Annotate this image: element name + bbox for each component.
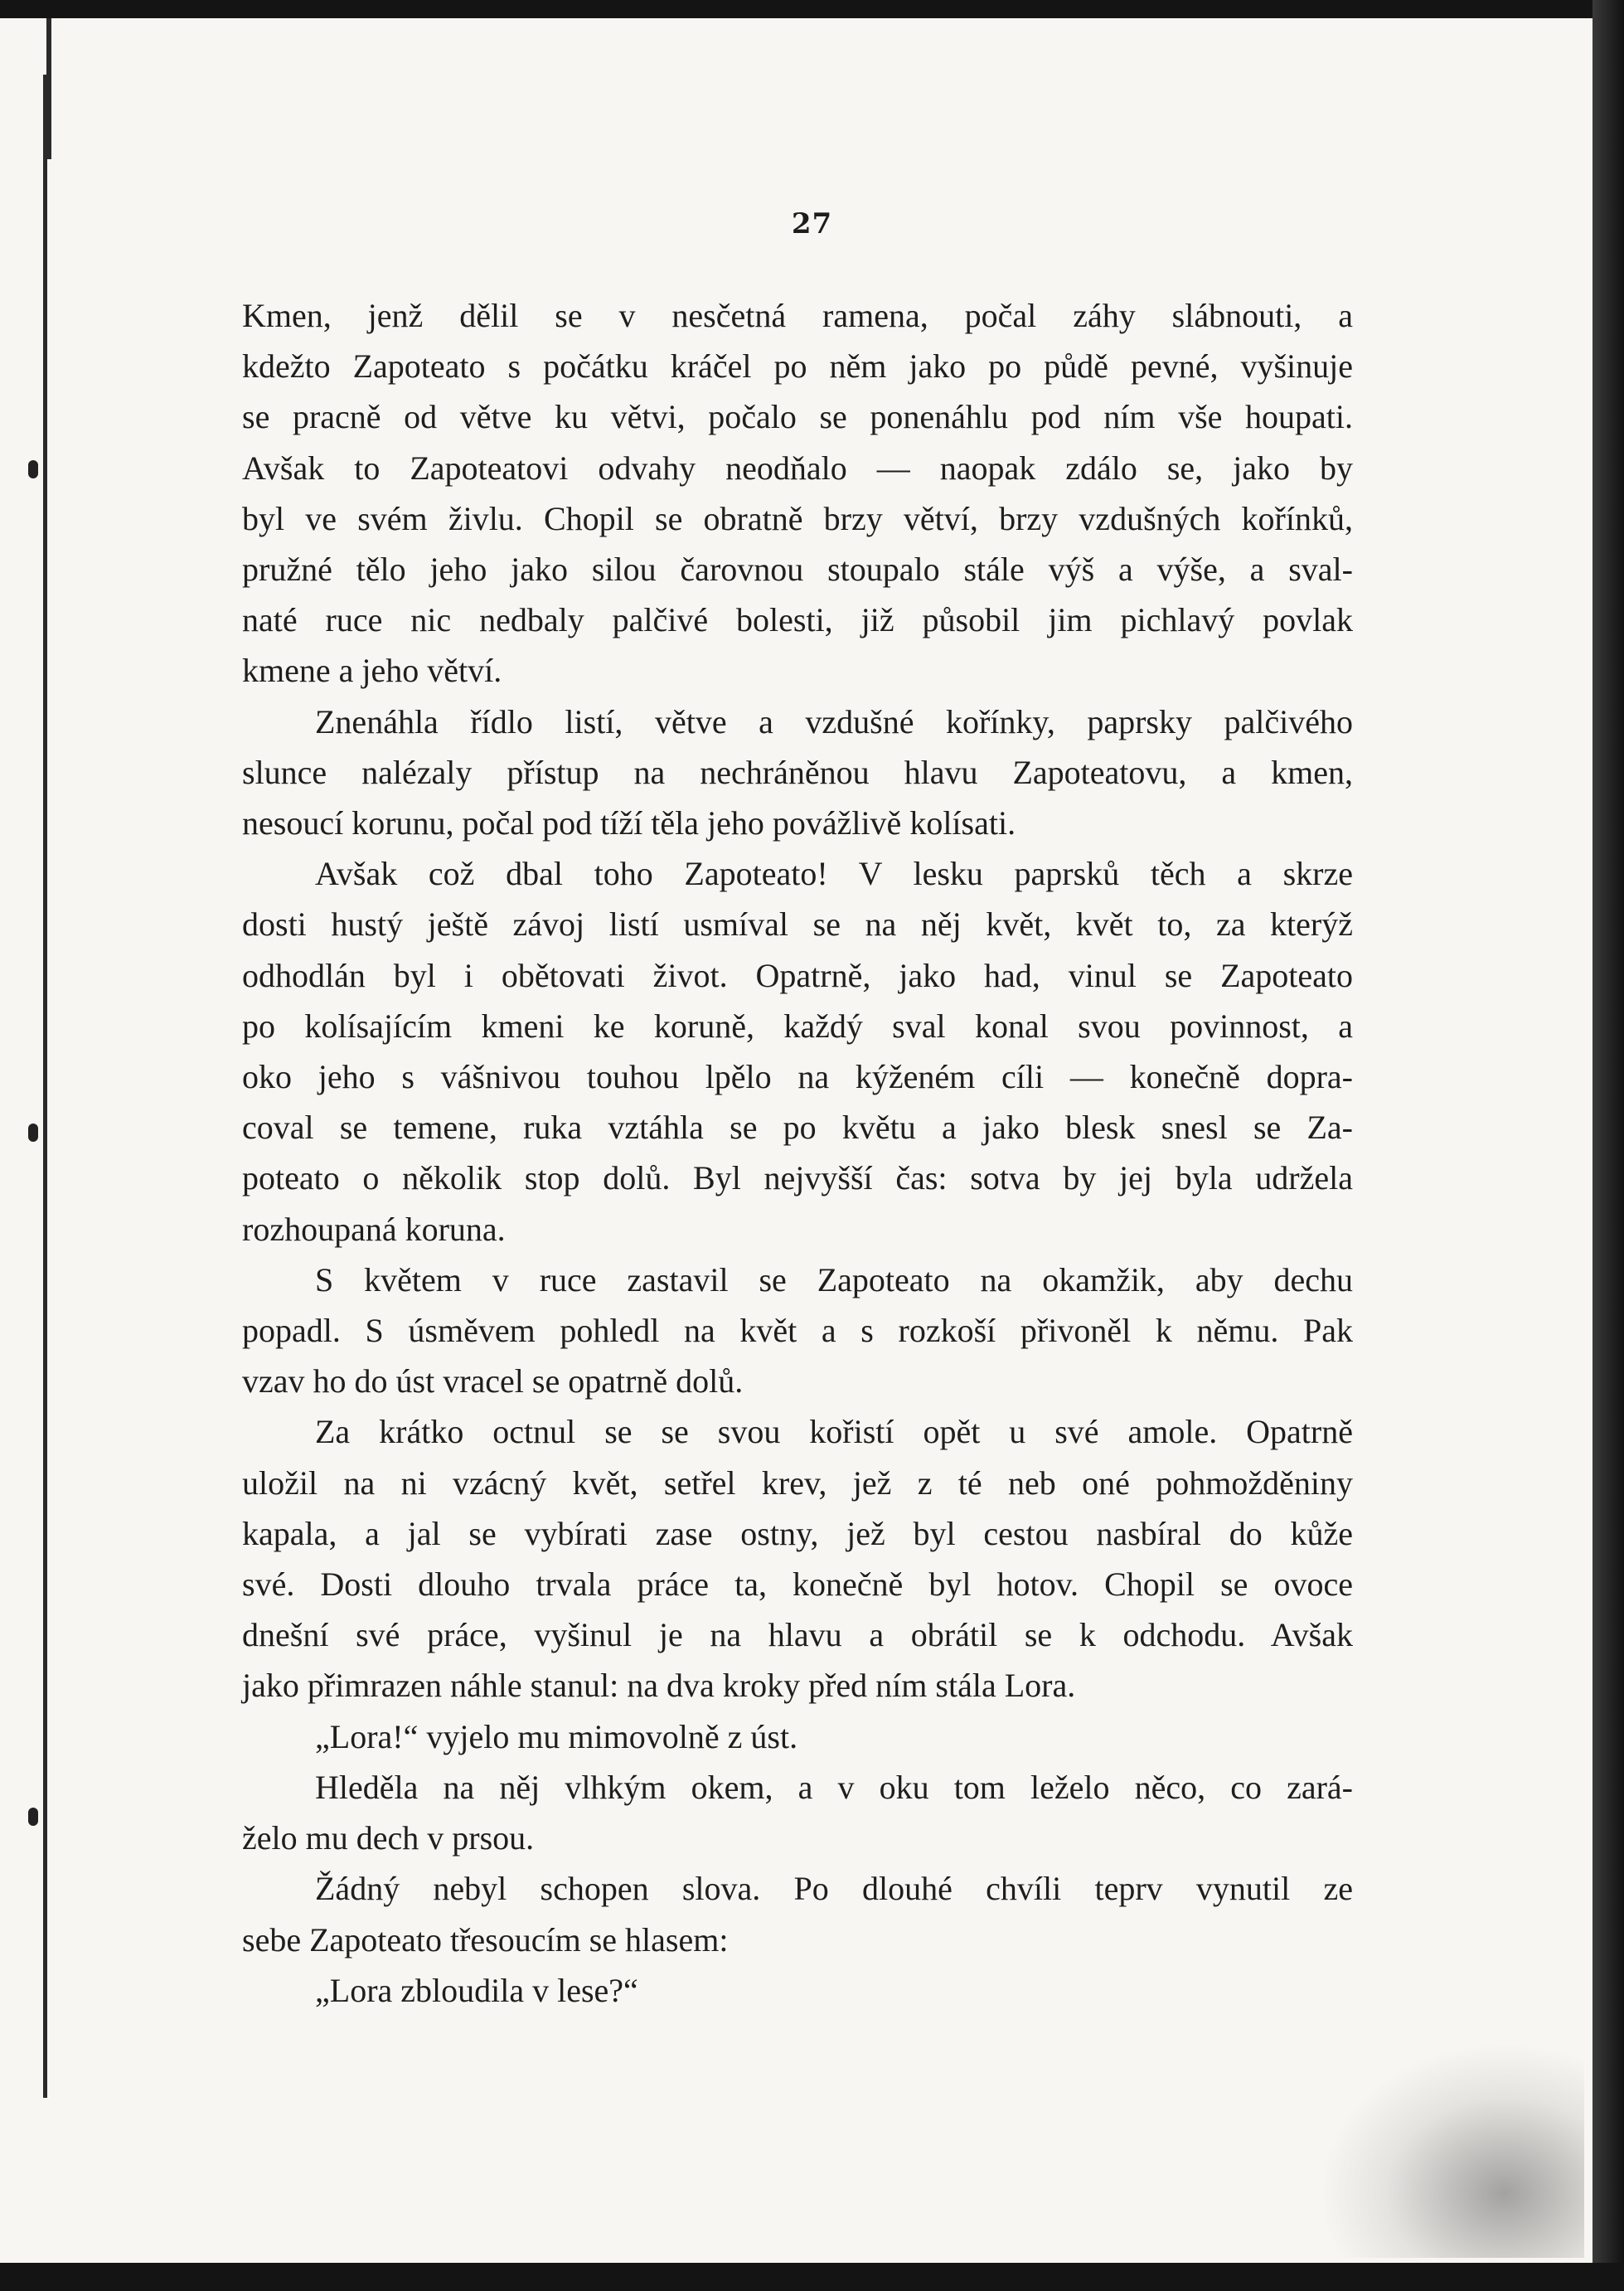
text-line: uložil na ni vzácný květ, setřel krev, jež z té neb oné pohmožděniny bbox=[242, 1463, 1353, 1502]
scan-border-bottom bbox=[0, 2263, 1624, 2291]
text-line: po kolísajícím kmeni ke koruně, každý sval konal svou povinnost, a bbox=[242, 1007, 1353, 1045]
binding-hole bbox=[28, 1808, 38, 1826]
text-line: slunce nalézaly přístup na nechráněnou hlavu Zapoteatovu, a kmen, bbox=[242, 753, 1353, 791]
text-line: rozhoupaná koruna. bbox=[242, 1210, 506, 1248]
binding-edge bbox=[43, 75, 47, 2098]
binding-hole bbox=[28, 460, 38, 478]
stain-mark bbox=[1319, 2042, 1584, 2258]
scan-border-top bbox=[0, 0, 1624, 18]
text-line: byl ve svém živlu. Chopil se obratně brzy větví, brzy vzdušných kořínků, bbox=[242, 499, 1353, 537]
text-line: kapala, a jal se vybírati zase ostny, jež byl cestou nasbíral do kůže bbox=[242, 1514, 1353, 1552]
text-line: popadl. S úsměvem pohledl na květ a s rozkoší přivoněl k němu. Pak bbox=[242, 1312, 1353, 1350]
text-line: dosti hustý ještě závoj listí usmíval se na něj květ, květ to, za kterýž bbox=[242, 905, 1353, 944]
text-line: kmene a jeho větví. bbox=[242, 652, 502, 690]
text-line: sebe Zapoteato třesoucím se hlasem: bbox=[242, 1920, 729, 1959]
body-text bbox=[242, 290, 1353, 2016]
text-line: pružné tělo jeho jako silou čarovnou stoupalo stále výš a výše, a sval- bbox=[242, 551, 1353, 589]
page-number: 27 bbox=[791, 207, 833, 240]
text-line: Hleděla na něj vlhkým okem, a v oku tom leželo něco, co zará- bbox=[315, 1768, 1353, 1806]
text-line: své. Dosti dlouho trvala práce ta, konečně byl hotov. Chopil se ovoce bbox=[242, 1565, 1353, 1604]
text-line: se pracně od větve ku větvi, počalo se ponenáhlu pod ním vše houpati. bbox=[242, 398, 1353, 436]
text-line: dnešní své práce, vyšinul je na hlavu a obrátil se k odchodu. Avšak bbox=[242, 1616, 1353, 1654]
text-line: poteato o několik stop dolů. Byl nejvyšší čas: sotva by jej byla udržela bbox=[242, 1159, 1353, 1197]
text-line: Žádný nebyl schopen slova. Po dlouhé chvíli teprv vynutil ze bbox=[315, 1870, 1353, 1908]
text-line: jako přimrazen náhle stanul: na dva kroky před ním stála Lora. bbox=[242, 1667, 1076, 1705]
text-line: Avšak což dbal toho Zapoteato! V lesku paprsků těch a skrze bbox=[315, 855, 1353, 893]
scan-border-right bbox=[1592, 0, 1624, 2291]
text-line: Za krátko octnul se se svou kořistí opět u své amole. Opatrně bbox=[315, 1413, 1353, 1451]
text-line: Kmen, jenž dělil se v nesčetná ramena, počal záhy slábnouti, a bbox=[242, 297, 1353, 334]
text-line: Znenáhla řídlo listí, větve a vzdušné kořínky, paprsky palčivého bbox=[315, 702, 1353, 740]
text-line: coval se temene, ruka vztáhla se po květu a jako blesk snesl se Za- bbox=[242, 1109, 1353, 1147]
text-line: „Lora!“ vyjelo mu mimovolně z úst. bbox=[315, 1717, 798, 1755]
text-line: odhodlán byl i obětovati život. Opatrně, jako had, vinul se Zapoteato bbox=[242, 956, 1353, 994]
text-line: „Lora zbloudila v lese?“ bbox=[315, 1971, 638, 2009]
text-line: vzav ho do úst vracel se opatrně dolů. bbox=[242, 1362, 744, 1400]
text-line: nesoucí korunu, počal pod tíží těla jeho povážlivě kolísati. bbox=[242, 804, 1016, 842]
text-line: naté ruce nic nedbaly palčivé bolesti, již působil jim pichlavý povlak bbox=[242, 601, 1353, 639]
text-line: oko jeho s vášnivou touhou lpělo na kýženém cíli — konečně dopra- bbox=[242, 1058, 1353, 1096]
text-line: Avšak to Zapoteatovi odvahy neodňalo — naopak zdálo se, jako by bbox=[242, 449, 1353, 487]
binding-hole bbox=[28, 1124, 38, 1142]
text-line: želo mu dech v prsou. bbox=[242, 1819, 535, 1857]
text-line: S květem v ruce zastavil se Zapoteato na okamžik, aby dechu bbox=[315, 1260, 1353, 1298]
text-line: kdežto Zapoteato s počátku kráčel po něm jako po půdě pevné, vyšinuje bbox=[242, 347, 1353, 386]
